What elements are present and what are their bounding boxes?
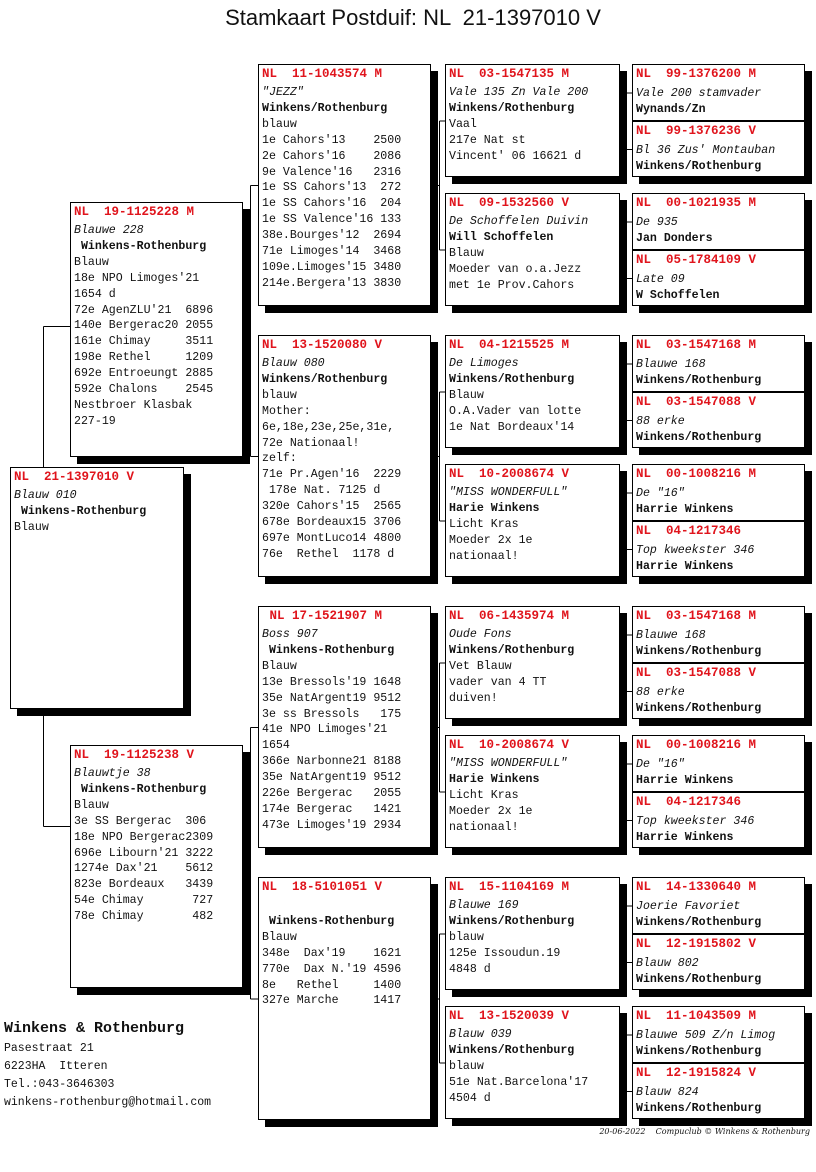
ring-number: NL 11-1043509 M — [636, 1009, 757, 1023]
info-line: 18e NPO Bergerac2309 — [74, 830, 214, 844]
info-line: 227-19 — [74, 414, 116, 428]
breeder-name: Winkens/Rothenburg — [449, 914, 575, 928]
info-line: Blauw — [262, 930, 297, 944]
ring-number: NL 00-1021935 M — [636, 196, 757, 210]
pigeon-card-dsd[interactable] — [445, 735, 620, 848]
ring-number: NL 04-1217346 — [636, 795, 742, 809]
pigeon-card-ssd[interactable] — [445, 193, 620, 306]
owner-city: 6223HA Itteren — [4, 1060, 108, 1073]
ring-number: NL 03-1547088 V — [636, 666, 757, 680]
owner-email[interactable]: winkens-rothenburg@hotmail.com — [4, 1096, 212, 1109]
info-line: 125e Issoudun.19 — [449, 946, 561, 960]
pigeon-name — [262, 898, 427, 914]
ring-number: NL 13-1520039 V — [449, 1009, 570, 1023]
breeder-name: Winkens/Rothenburg — [636, 159, 762, 173]
info-line: 9e Valence'16 2316 — [262, 165, 402, 179]
pigeon-name: Blauwe 168 — [636, 629, 706, 642]
info-line: 78e Chimay 482 — [74, 910, 214, 924]
pigeon-name: 88 erke — [636, 686, 685, 699]
breeder-name: Wynands/Zn — [636, 102, 706, 116]
pigeon-name: Top kweekster 346 — [636, 544, 755, 557]
ring-number: NL 04-1217346 — [636, 524, 742, 538]
ring-number: NL 19-1125238 V — [74, 748, 195, 762]
pigeon-card-dsss[interactable] — [632, 606, 805, 663]
info-line: Vincent' 06 16621 d — [449, 149, 582, 163]
breeder-name: Winkens/Rothenburg — [262, 372, 388, 386]
info-line: nationaal! — [449, 549, 519, 563]
breeder-name: Winkens/Rothenburg — [636, 430, 762, 444]
info-line: 8e Rethel 1400 — [262, 978, 402, 992]
info-line: 35e NatArgent19 9512 — [262, 771, 402, 785]
pigeon-name: "MISS WONDERFULL" — [449, 757, 568, 770]
info-line: blauw — [449, 930, 484, 944]
info-line: 692e Entroeungt 2885 — [74, 367, 214, 381]
info-line: met 1e Prov.Cahors — [449, 278, 575, 292]
pigeon-name: Top kweekster 346 — [636, 815, 755, 828]
ring-number: NL 03-1547168 M — [636, 338, 757, 352]
info-line: 473e Limoges'19 2934 — [262, 818, 402, 832]
pigeon-name: Vale 135 Zn Vale 200 — [449, 86, 589, 99]
pigeon-card-dsds[interactable] — [632, 735, 805, 792]
pigeon-name: Blauwe 169 — [449, 899, 519, 912]
info-line: 161e Chimay 3511 — [74, 335, 214, 349]
pigeon-name: Blauwe 168 — [636, 358, 706, 371]
info-line: 35e NatArgent19 9512 — [262, 691, 402, 705]
breeder-name: Harrie Winkens — [636, 830, 734, 844]
info-line: 18e NPO Limoges'21 — [74, 271, 200, 285]
pigeon-name: Blauw 802 — [636, 957, 699, 970]
pigeon-card-ddds[interactable] — [632, 1006, 805, 1063]
info-line: 174e Bergerac 1421 — [262, 802, 402, 816]
info-line: nationaal! — [449, 820, 519, 834]
pigeon-card-ddss[interactable] — [632, 877, 805, 934]
pigeon-card-sdds[interactable] — [632, 464, 805, 521]
pigeon-card-sdss[interactable] — [632, 335, 805, 392]
pigeon-card-sss[interactable] — [445, 64, 620, 177]
info-line: blauw — [262, 388, 297, 402]
info-line: 217e Nat st — [449, 133, 526, 147]
info-line: O.A.Vader van lotte — [449, 404, 582, 418]
info-line: Nestbroer Klasbak — [74, 398, 193, 412]
pigeon-card-ssss[interactable] — [632, 64, 805, 121]
info-line: 2e Cahors'16 2086 — [262, 149, 402, 163]
info-line: Vet Blauw — [449, 659, 512, 673]
breeder-name: Harrie Winkens — [636, 502, 734, 516]
footer-credit: 20-06-2022 Compuclub © Winkens & Rothenburg — [599, 1127, 810, 1136]
pigeon-card-s[interactable] — [70, 202, 243, 457]
ring-number: NL 00-1008216 M — [636, 738, 757, 752]
info-line: 41e NPO Limoges'21 — [262, 723, 388, 737]
info-line: Blauw — [449, 246, 484, 260]
breeder-name: Winkens/Rothenburg — [636, 915, 762, 929]
pigeon-card-subject[interactable] — [10, 467, 184, 709]
breeder-name: Winkens/Rothenburg — [449, 101, 575, 115]
info-line: zelf: — [262, 452, 297, 466]
pigeon-card-ds[interactable] — [258, 606, 431, 848]
ring-number: NL 05-1784109 V — [636, 253, 757, 267]
pigeon-card-ssds[interactable] — [632, 193, 805, 250]
info-line: 678e Bordeaux15 3706 — [262, 516, 402, 530]
ring-number: NL 03-1547168 M — [636, 609, 757, 623]
info-line: 696e Libourn'21 3222 — [74, 846, 214, 860]
info-line: 1e SS Valence'16 133 — [262, 213, 402, 227]
info-line: duiven! — [449, 691, 498, 705]
pigeon-name: Blauw 824 — [636, 1086, 699, 1099]
info-line: 3e SS Bergerac 306 — [74, 814, 207, 828]
pigeon-name: Blauwtje 38 — [74, 767, 151, 780]
ring-number: NL 15-1104169 M — [449, 880, 570, 894]
ring-number: NL 11-1043574 M — [262, 67, 383, 81]
pigeon-name: Late 09 — [636, 273, 685, 286]
info-line: 592e Chalons 2545 — [74, 383, 214, 397]
breeder-name: Winkens-Rothenburg — [74, 782, 207, 796]
info-line: 178e Nat. 7125 d — [262, 484, 381, 498]
info-line: 1654 d — [74, 287, 116, 301]
owner-phone: Tel.:043-3646303 — [4, 1078, 115, 1091]
breeder-name: Winkens/Rothenburg — [636, 972, 762, 986]
pigeon-name: Boss 907 — [262, 628, 318, 641]
ring-number: NL 04-1215525 M — [449, 338, 570, 352]
pigeon-card-dd[interactable] — [258, 877, 431, 1120]
ring-number: NL 09-1532560 V — [449, 196, 570, 210]
breeder-name: W Schoffelen — [636, 288, 720, 302]
breeder-name: Winkens/Rothenburg — [636, 1044, 762, 1058]
info-line: 823e Bordeaux 3439 — [74, 878, 214, 892]
pigeon-name: Bl 36 Zus' Montauban — [636, 144, 776, 157]
pigeon-name: De "16" — [636, 487, 685, 500]
pigeon-name: Vale 200 stamvader — [636, 87, 762, 100]
ring-number: NL 03-1547088 V — [636, 395, 757, 409]
pigeon-card-sds[interactable] — [445, 335, 620, 448]
breeder-name: Winkens/Rothenburg — [636, 1101, 762, 1115]
ring-number: NL 00-1008216 M — [636, 467, 757, 481]
info-line: 140e Bergerac20 2055 — [74, 319, 214, 333]
owner-street: Pasestraat 21 — [4, 1042, 94, 1055]
pigeon-card-dssd[interactable] — [632, 663, 805, 719]
info-line: Blauw — [14, 520, 49, 534]
pigeon-name: De 935 — [636, 216, 678, 229]
info-line: Moeder 2x 1e — [449, 533, 533, 547]
info-line: 770e Dax N.'19 4596 — [262, 962, 402, 976]
ring-number: NL 99-1376200 M — [636, 67, 757, 81]
breeder-name: Winkens/Rothenburg — [449, 1043, 575, 1057]
pigeon-name: De "16" — [636, 758, 685, 771]
owner-name: Winkens & Rothenburg — [4, 1020, 185, 1037]
pigeon-name: De Limoges — [449, 357, 519, 370]
breeder-name: Winkens/Rothenburg — [262, 101, 388, 115]
info-line: 3e ss Bressols 175 — [262, 707, 402, 721]
info-line: 54e Chimay 727 — [74, 894, 214, 908]
info-line: 71e Pr.Agen'16 2229 — [262, 468, 402, 482]
info-line: Licht Kras — [449, 517, 519, 531]
breeder-name: Winkens/Rothenburg — [449, 643, 575, 657]
pigeon-name: "JEZZ" — [262, 86, 304, 99]
pigeon-name: 88 erke — [636, 415, 685, 428]
info-line: 38e.Bourges'12 2694 — [262, 229, 402, 243]
pigeon-name: Joerie Favoriet — [636, 900, 741, 913]
breeder-name: Winkens-Rothenburg — [14, 504, 147, 518]
info-line: 1e Cahors'13 2500 — [262, 133, 402, 147]
page-title: Stamkaart Postduif: NL 21-1397010 V — [225, 5, 601, 30]
pigeon-card-ss[interactable] — [258, 64, 431, 306]
info-line: 72e Nationaal! — [262, 436, 360, 450]
info-line: Vaal — [449, 117, 477, 131]
info-line: 327e Marche 1417 — [262, 994, 402, 1008]
info-line: Blauw — [74, 798, 109, 812]
breeder-name: Harie Winkens — [449, 772, 540, 786]
pigeon-card-d[interactable] — [70, 745, 243, 988]
breeder-name: Jan Donders — [636, 231, 713, 245]
info-line: 198e Rethel 1209 — [74, 351, 214, 365]
breeder-name: Harie Winkens — [449, 501, 540, 515]
ring-number: NL 10-2008674 V — [449, 467, 570, 481]
info-line: 71e Limoges'14 3468 — [262, 245, 402, 259]
pigeon-name: Blauw 010 — [14, 489, 77, 502]
info-line: 1e SS Cahors'13 272 — [262, 181, 402, 195]
info-line: 1e SS Cahors'16 204 — [262, 197, 402, 211]
info-line: 13e Bressols'19 1648 — [262, 675, 402, 689]
info-line: vader van 4 TT — [449, 675, 547, 689]
pigeon-card-sdsd[interactable] — [632, 392, 805, 448]
ring-number: NL 12-1915802 V — [636, 937, 757, 951]
info-line: 1274e Dax'21 5612 — [74, 862, 214, 876]
breeder-name: Winkens-Rothenburg — [262, 914, 395, 928]
info-line: 6e,18e,23e,25e,31e, — [262, 420, 395, 434]
pigeon-card-dss[interactable] — [445, 606, 620, 719]
info-line: 320e Cahors'15 2565 — [262, 500, 402, 514]
info-line: 4504 d — [449, 1091, 491, 1105]
ring-number: NL 19-1125228 M — [74, 205, 195, 219]
pigeon-card-sdd[interactable] — [445, 464, 620, 577]
info-line: 1e Nat Bordeaux'14 — [449, 420, 575, 434]
ring-number: NL 21-1397010 V — [14, 470, 135, 484]
ring-number: NL 17-1521907 M — [262, 609, 383, 623]
info-line: 109e.Limoges'15 3480 — [262, 260, 402, 274]
pigeon-card-dds[interactable] — [445, 877, 620, 990]
info-line: 72e AgenZLU'21 6896 — [74, 303, 214, 317]
info-line: 76e Rethel 1178 d — [262, 547, 395, 561]
ring-number: NL 12-1915824 V — [636, 1066, 757, 1080]
ring-number: NL 03-1547135 M — [449, 67, 570, 81]
info-line: Blauw — [262, 659, 297, 673]
info-line: 226e Bergerac 2055 — [262, 787, 402, 801]
ring-number: NL 13-1520080 V — [262, 338, 383, 352]
pigeon-name: "MISS WONDERFULL" — [449, 486, 568, 499]
info-line: Blauw — [74, 255, 109, 269]
info-line: Licht Kras — [449, 788, 519, 802]
pigeon-name: Blauw 039 — [449, 1028, 512, 1041]
info-line: 1654 — [262, 739, 290, 753]
pigeon-card-dddd[interactable] — [632, 1063, 805, 1119]
breeder-name: Winkens/Rothenburg — [636, 644, 762, 658]
info-line: 214e.Bergera'13 3830 — [262, 276, 402, 290]
breeder-name: Winkens/Rothenburg — [636, 373, 762, 387]
pigeon-card-sd[interactable] — [258, 335, 431, 577]
breeder-name: Winkens/Rothenburg — [449, 372, 575, 386]
pigeon-card-ddsd[interactable] — [632, 934, 805, 990]
info-line: blauw — [449, 1059, 484, 1073]
info-line: Moeder van o.a.Jezz — [449, 262, 582, 276]
ring-number: NL 18-5101051 V — [262, 880, 383, 894]
pigeon-name: Blauwe 228 — [74, 224, 144, 237]
info-line: 348e Dax'19 1621 — [262, 946, 402, 960]
pigeon-card-sssd[interactable] — [632, 121, 805, 177]
info-line: blauw — [262, 117, 297, 131]
breeder-name: Winkens/Rothenburg — [636, 701, 762, 715]
ring-number: NL 14-1330640 M — [636, 880, 757, 894]
info-line: 366e Narbonne21 8188 — [262, 755, 402, 769]
pigeon-name: Blauwe 509 Z/n Limog — [636, 1029, 776, 1042]
pigeon-card-ssdd[interactable] — [632, 250, 805, 306]
breeder-name: Harrie Winkens — [636, 773, 734, 787]
breeder-name: Will Schoffelen — [449, 230, 554, 244]
breeder-name: Winkens-Rothenburg — [74, 239, 207, 253]
pigeon-name: Oude Fons — [449, 628, 512, 641]
pigeon-card-sddd[interactable] — [632, 521, 805, 577]
pigeon-name: Blauw 080 — [262, 357, 325, 370]
pigeon-card-ddd[interactable] — [445, 1006, 620, 1119]
ring-number: NL 06-1435974 M — [449, 609, 570, 623]
info-line: 697e MontLuco14 4800 — [262, 531, 402, 545]
ring-number: NL 99-1376236 V — [636, 124, 757, 138]
ring-number: NL 10-2008674 V — [449, 738, 570, 752]
breeder-name: Harrie Winkens — [636, 559, 734, 573]
info-line: Blauw — [449, 388, 484, 402]
info-line: 51e Nat.Barcelona'17 — [449, 1075, 589, 1089]
info-line: Moeder 2x 1e — [449, 804, 533, 818]
breeder-name: Winkens-Rothenburg — [262, 643, 395, 657]
pigeon-name: De Schoffelen Duivin — [449, 215, 589, 228]
owner-address-block — [4, 1018, 211, 1112]
pigeon-card-dsdd[interactable] — [632, 792, 805, 848]
info-line: Mother: — [262, 404, 311, 418]
info-line: 4848 d — [449, 962, 491, 976]
